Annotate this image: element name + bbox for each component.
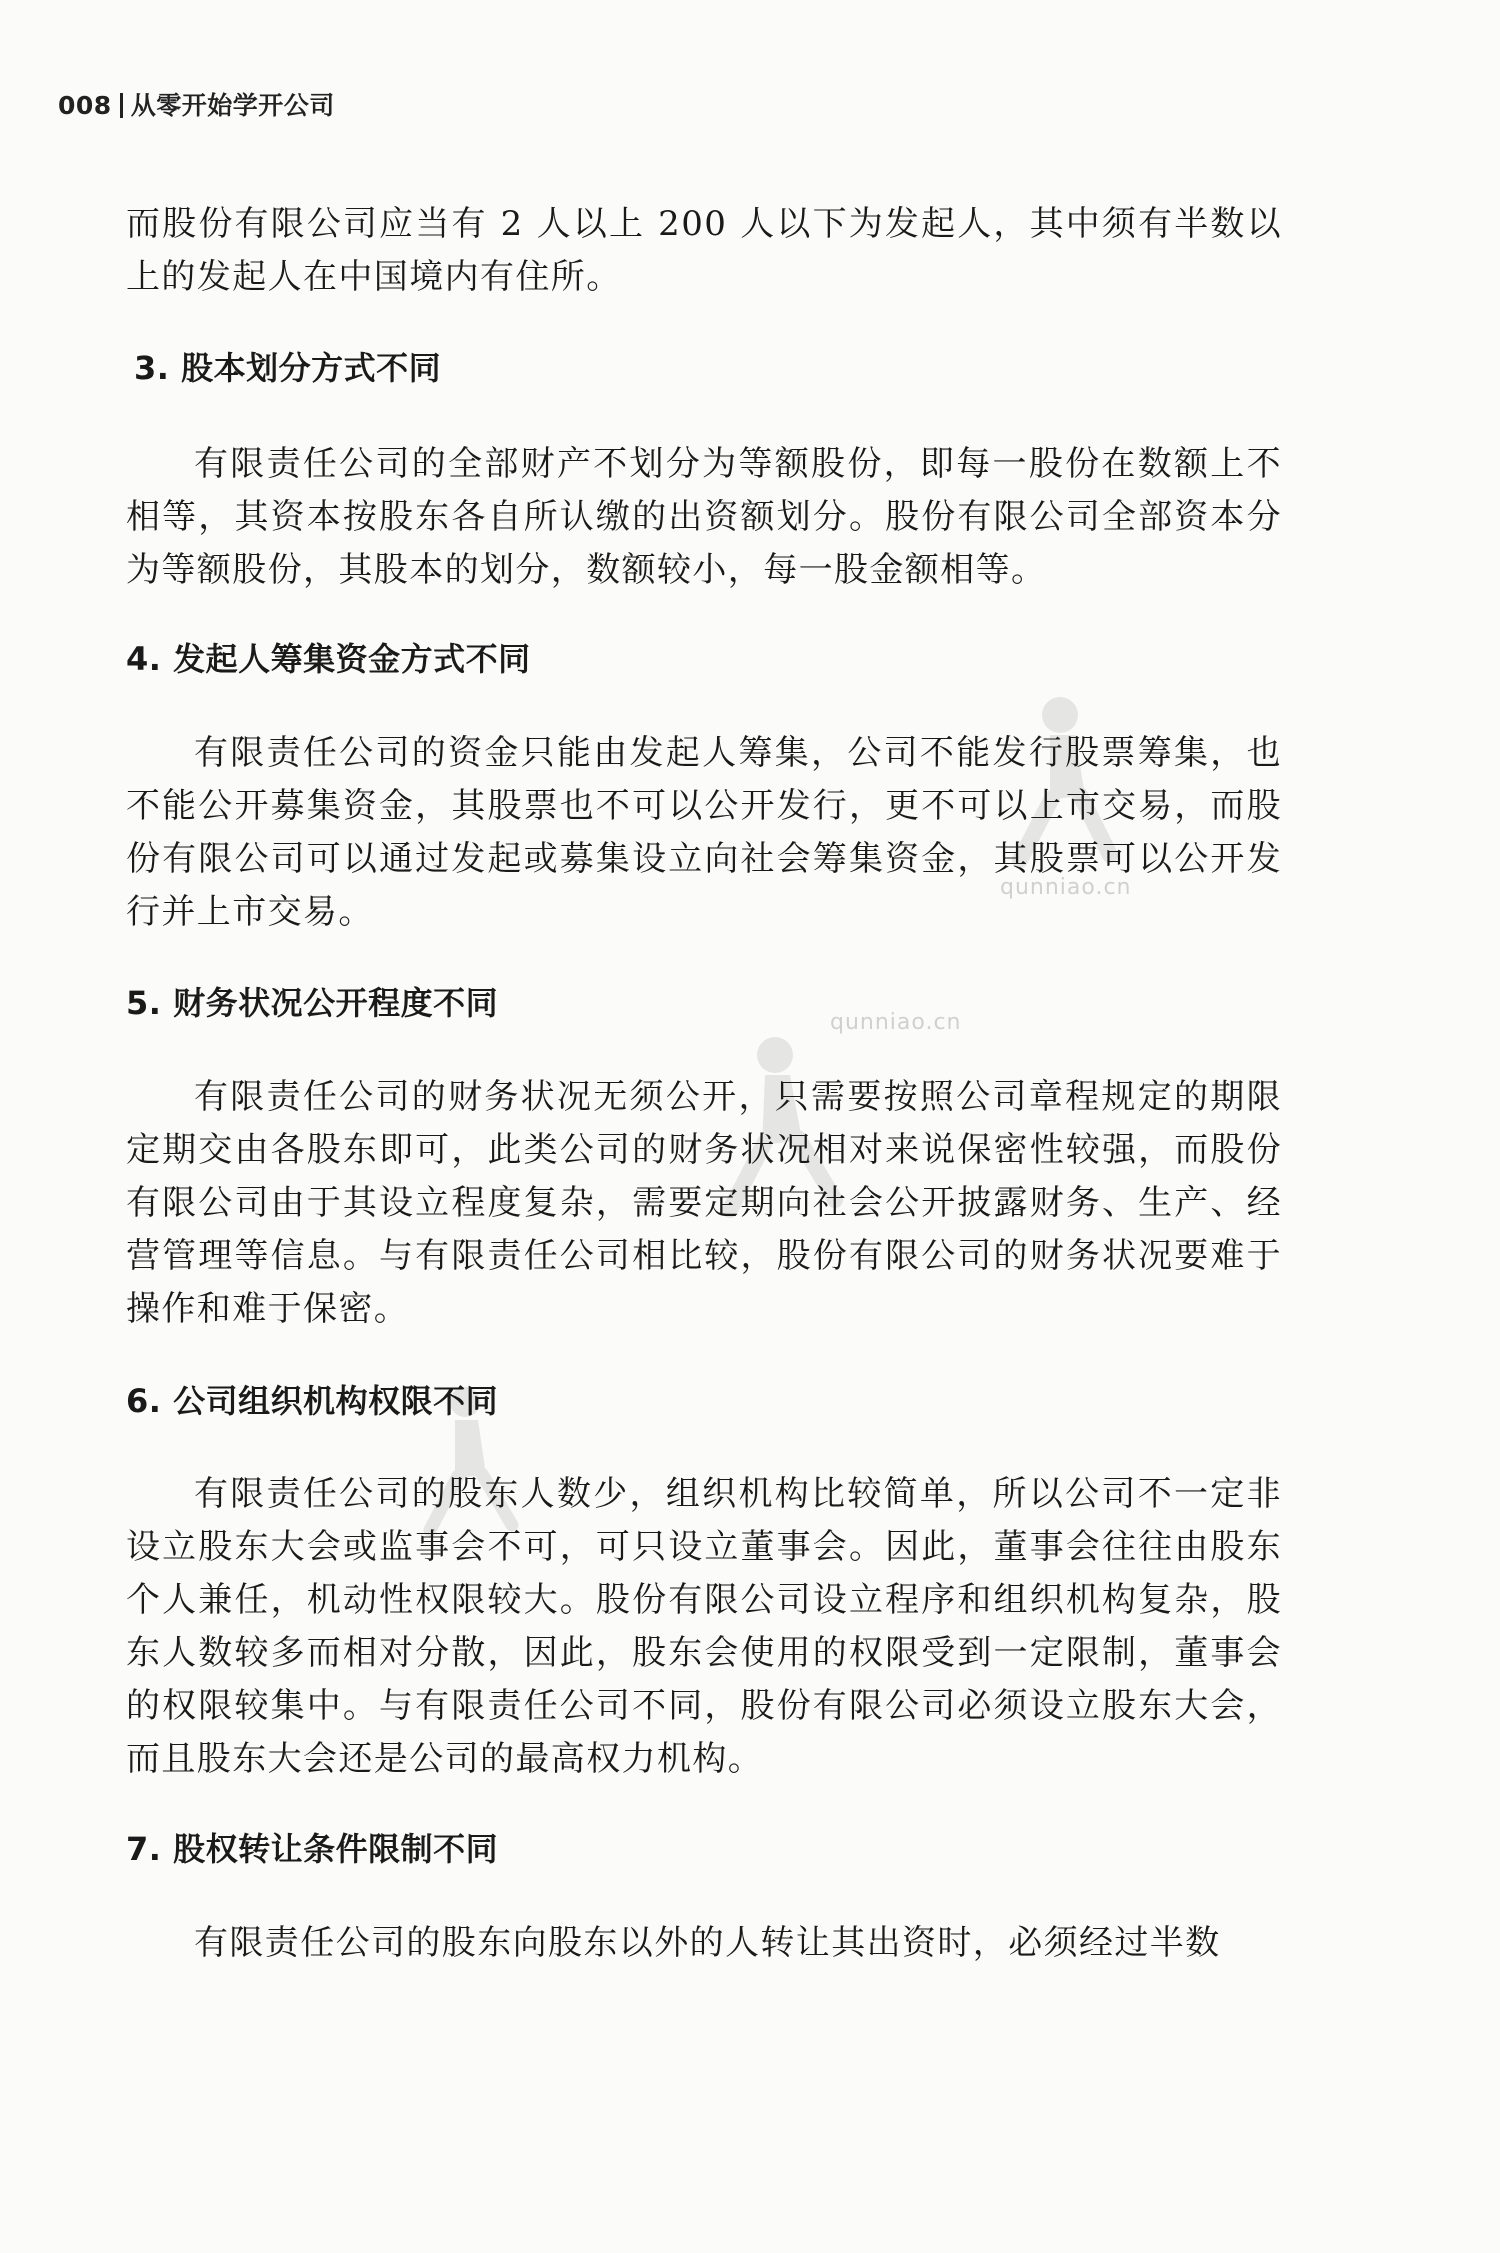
section-heading: 6. 公司组织机构权限不同 [126, 1382, 499, 1420]
watermark-text: qunniao.cn [830, 1010, 962, 1035]
section-body: 有限责任公司的财务状况无须公开，只需要按照公司章程规定的期限定期交由各股东即可，此类公司的财务状况相对来说保密性较强，而股份有限公司由于其设立程度复杂，需要定期向社会公开披露财务、生产、经营管理等信息。与有限责任公司相比较，股份有限公司的财务状况要难于操作和难于保密。 [126, 1077, 1282, 1329]
section-body: 有限责任公司的股东人数少，组织机构比较简单，所以公司不一定非设立股东大会或监事会不可，可只设立董事会。因此，董事会往往由股东个人兼任，机动性权限较大。股份有限公司设立程序和组织机构复杂，股东人数较多而相对分散，因此，股东会使用的权限受到一定限制，董事会的权限较集中。与有限责任公司不同，股份有限公司必须设立股东大会，而且股东大会还是公司的最高权力机构。 [126, 1474, 1282, 1779]
intro-paragraph: 而股份有限公司应当有 2 人以上 200 人以下为发起人，其中须有半数以上的发起人在中国境内有住所。 [126, 204, 1282, 297]
running-head [58, 86, 335, 122]
page-number: 008 [58, 91, 112, 120]
section-body: 有限责任公司的资金只能由发起人筹集，公司不能发行股票筹集，也不能公开募集资金，其股票也不可以公开发行，更不可以上市交易，而股份有限公司可以通过发起或募集设立向社会筹集资金，其股票可以公开发行并上市交易。 [126, 733, 1282, 932]
section-heading: 7. 股权转让条件限制不同 [126, 1830, 499, 1868]
page-content [126, 198, 1282, 1970]
book-title: 从零开始学开公司 [130, 91, 335, 120]
watermark-text: qunniao.cn [1000, 875, 1132, 900]
section-heading: 4. 发起人筹集资金方式不同 [126, 640, 531, 678]
section-heading: 5. 财务状况公开程度不同 [126, 984, 499, 1022]
section-body: 有限责任公司的全部财产不划分为等额股份，即每一股份在数额上不相等，其资本按股东各自所认缴的出资额划分。股份有限公司全部资本分为等额股份，其股本的划分，数额较小，每一股金额相等。 [126, 444, 1282, 590]
header-separator [120, 93, 123, 118]
section-body: 有限责任公司的股东向股东以外的人转让其出资时，必须经过半数 [194, 1923, 1221, 1963]
section-heading: 3. 股本划分方式不同 [134, 349, 442, 387]
